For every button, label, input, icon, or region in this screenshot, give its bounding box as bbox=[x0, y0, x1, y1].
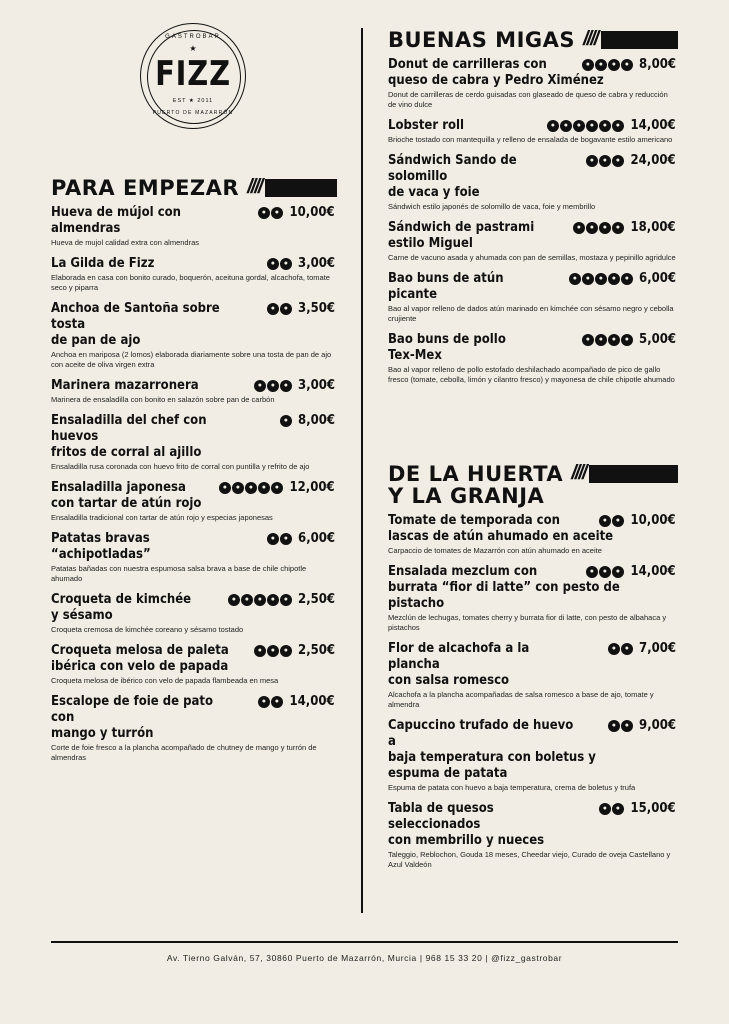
item-name-line2: burrata “fior di latte” con pesto de pistacho bbox=[388, 580, 620, 611]
allergen-icon: ● bbox=[560, 120, 572, 132]
fizz-logo: GASTROBAR ★ FIZZ EST ★ 2011 PUERTO DE MAZARRÓN bbox=[140, 23, 246, 129]
item-name: Donut de carrilleras con bbox=[388, 57, 547, 72]
item-price: 14,00€ bbox=[289, 694, 335, 709]
item-name: Tomate de temporada con bbox=[388, 513, 560, 528]
allergen-icon: ● bbox=[608, 643, 620, 655]
item-list bbox=[388, 513, 678, 870]
item-description: Carne de vacuno asada y ahumada con pan de semillas, mostaza y pepinillo agridulce bbox=[388, 253, 676, 262]
item-name-line2: con membrillo y nueces bbox=[388, 833, 545, 848]
item-name-line2: con salsa romesco bbox=[388, 673, 510, 688]
item-price: 8,00€ bbox=[638, 57, 676, 72]
item-price: 5,00€ bbox=[638, 332, 676, 347]
allergen-icon: ● bbox=[612, 803, 624, 815]
menu-item bbox=[51, 643, 337, 686]
item-list bbox=[51, 205, 337, 763]
allergen-icon: ● bbox=[267, 594, 279, 606]
allergen-icon: ● bbox=[582, 273, 594, 285]
menu-item bbox=[51, 301, 337, 370]
item-price: 14,00€ bbox=[630, 118, 676, 133]
item-name-line2: y sésamo bbox=[51, 608, 113, 623]
allergen-icon: ● bbox=[608, 720, 620, 732]
allergen-icon: ● bbox=[621, 273, 633, 285]
allergen-icon: ● bbox=[599, 803, 611, 815]
item-price: 10,00€ bbox=[289, 205, 335, 220]
menu-item bbox=[388, 118, 678, 145]
allergen-icon: ● bbox=[267, 258, 279, 270]
allergen-icon: ● bbox=[258, 696, 270, 708]
item-name: Marinera mazarronera bbox=[51, 378, 199, 393]
item-price: 3,00€ bbox=[297, 256, 335, 271]
allergen-icon: ● bbox=[569, 273, 581, 285]
item-price: 12,00€ bbox=[289, 480, 335, 495]
menu-item bbox=[388, 153, 678, 212]
item-name-line2: con tartar de atún rojo bbox=[51, 496, 202, 511]
allergen-icon: ● bbox=[254, 645, 266, 657]
item-price: 6,00€ bbox=[638, 271, 676, 286]
allergen-icons bbox=[257, 696, 283, 708]
menu-item bbox=[388, 271, 678, 324]
allergen-icon: ● bbox=[271, 207, 283, 219]
allergen-icon: ● bbox=[280, 380, 292, 392]
allergen-icon: ● bbox=[595, 273, 607, 285]
allergen-icon: ● bbox=[267, 303, 279, 315]
item-price: 3,50€ bbox=[297, 301, 335, 316]
item-name: Tabla de quesos seleccionados bbox=[388, 801, 494, 832]
item-description: Ensaladilla tradicional con tartar de atún rojo y especias japonesas bbox=[51, 513, 273, 522]
allergen-icon: ● bbox=[280, 415, 292, 427]
title-bar bbox=[589, 465, 678, 483]
allergen-icons bbox=[607, 720, 633, 732]
item-description: Patatas bañadas con nuestra espumosa salsa brava a base de chile chipotle ahumado bbox=[51, 564, 307, 583]
menu-item bbox=[51, 378, 337, 405]
section-title: DE LA HUERTA bbox=[388, 461, 564, 486]
allergen-icon: ● bbox=[599, 566, 611, 578]
allergen-icon: ● bbox=[599, 120, 611, 132]
allergen-icon: ● bbox=[612, 155, 624, 167]
allergen-icons bbox=[598, 515, 624, 527]
menu-item bbox=[388, 220, 678, 263]
item-description: Bao al vapor relleno de dados atún marinado en kimchée con sésamo negro y cebolla crujiente bbox=[388, 304, 674, 323]
allergen-icon: ● bbox=[582, 59, 594, 71]
allergen-icon: ● bbox=[267, 645, 279, 657]
footer-divider bbox=[51, 941, 678, 943]
menu-item bbox=[51, 413, 337, 472]
item-price: 8,00€ bbox=[297, 413, 335, 428]
allergen-icon: ● bbox=[586, 222, 598, 234]
item-description: Sándwich estilo japonés de solomillo de vaca, foie y membrillo bbox=[388, 202, 596, 211]
item-price: 18,00€ bbox=[630, 220, 676, 235]
stripes-decoration: //// bbox=[571, 462, 586, 484]
allergen-icons bbox=[581, 59, 633, 71]
allergen-icon: ● bbox=[612, 222, 624, 234]
allergen-icons bbox=[266, 533, 292, 545]
item-description: Alcachofa a la plancha acompañadas de salsa romesco a base de ajo, tomate y almendra bbox=[388, 690, 654, 709]
item-price: 10,00€ bbox=[630, 513, 676, 528]
allergen-icon: ● bbox=[621, 334, 633, 346]
section-title: PARA EMPEZAR bbox=[51, 175, 240, 200]
allergen-icon: ● bbox=[219, 482, 231, 494]
section-buenas-migas bbox=[388, 28, 678, 393]
menu-item bbox=[388, 57, 678, 110]
allergen-icons bbox=[227, 594, 292, 606]
item-description: Espuma de patata con huevo a baja temperatura, crema de boletus y trufa bbox=[388, 783, 636, 792]
item-price: 24,00€ bbox=[630, 153, 676, 168]
allergen-icon: ● bbox=[599, 222, 611, 234]
allergen-icon: ● bbox=[608, 334, 620, 346]
item-name: Capuccino trufado de huevo a bbox=[388, 718, 574, 749]
item-name: Croqueta de kimchée bbox=[51, 592, 192, 607]
allergen-icons bbox=[253, 380, 292, 392]
allergen-icon: ● bbox=[586, 155, 598, 167]
section-para-empezar bbox=[51, 176, 337, 771]
item-name-line2: mango y turrón bbox=[51, 726, 154, 741]
item-description: Elaborada en casa con bonito curado, boquerón, aceituna gordal, alcachofa, tomate seco y piparra bbox=[51, 273, 330, 292]
item-price: 2,50€ bbox=[297, 643, 335, 658]
item-name-line2: queso de cabra y Pedro Ximénez bbox=[388, 73, 604, 88]
menu-item bbox=[51, 256, 337, 293]
item-description: Croqueta melosa de ibérico con velo de papada flambeada en mesa bbox=[51, 676, 279, 685]
allergen-icons bbox=[585, 566, 624, 578]
item-name: Ensalada mezclum con bbox=[388, 564, 538, 579]
item-name: Anchoa de Santoña sobre tosta bbox=[51, 301, 220, 332]
allergen-icon: ● bbox=[547, 120, 559, 132]
section-title-line2: Y LA GRANJA bbox=[388, 484, 545, 508]
allergen-icon: ● bbox=[267, 380, 279, 392]
item-description: Marinera de ensaladilla con bonito en salazón sobre pan de carbón bbox=[51, 395, 275, 404]
allergen-icon: ● bbox=[280, 258, 292, 270]
allergen-icon: ● bbox=[280, 645, 292, 657]
item-name: Ensaladilla japonesa bbox=[51, 480, 186, 495]
allergen-icon: ● bbox=[254, 594, 266, 606]
item-name: Escalope de foie de pato con bbox=[51, 694, 214, 725]
allergen-icons bbox=[546, 120, 624, 132]
menu-item bbox=[51, 205, 337, 248]
menu-item bbox=[388, 718, 678, 793]
item-name: Sándwich de pastrami bbox=[388, 220, 535, 235]
menu-item bbox=[51, 592, 337, 635]
allergen-icon: ● bbox=[254, 380, 266, 392]
item-name: Flor de alcachofa a la plancha bbox=[388, 641, 530, 672]
item-name-line2: de vaca y foie bbox=[388, 185, 480, 200]
item-description: Bao al vapor relleno de pollo estofado deshilachado acompañado de pico de gallo fresco (tomate, cebolla, limón y cilantro fresco) y mayonesa de chile chipotle ahumado bbox=[388, 365, 675, 384]
allergen-icon: ● bbox=[228, 594, 240, 606]
allergen-icons bbox=[253, 645, 292, 657]
allergen-icons bbox=[218, 482, 283, 494]
allergen-icon: ● bbox=[608, 59, 620, 71]
allergen-icons bbox=[598, 803, 624, 815]
item-name-line2: fritos de corral al ajillo bbox=[51, 445, 202, 460]
section-title: BUENAS MIGAS bbox=[388, 27, 575, 52]
item-description: Taleggio, Reblochon, Gouda 18 meses, Cheedar viejo, Curado de oveja Castellano y Azul Valdeón bbox=[388, 850, 671, 869]
item-name-line2: picante bbox=[388, 287, 438, 302]
menu-item bbox=[388, 513, 678, 556]
allergen-icon: ● bbox=[586, 120, 598, 132]
footer-address: Av. Tierno Galván, 57, 30860 Puerto de Mazarrón, Murcia | 968 15 33 20 | @fizz_gastrobar bbox=[166, 953, 563, 963]
menu-item bbox=[51, 480, 337, 523]
allergen-icon: ● bbox=[595, 334, 607, 346]
item-description: Ensaladilla rusa coronada con huevo frito de corral con puntilla y refrito de ajo bbox=[51, 462, 310, 471]
allergen-icon: ● bbox=[621, 720, 633, 732]
item-name-line2: de pan de ajo bbox=[51, 333, 141, 348]
allergen-icon: ● bbox=[621, 643, 633, 655]
item-name-line2: ibérica con velo de papada bbox=[51, 659, 229, 674]
item-description: Brioche tostado con mantequilla y relleno de ensalada de bogavante estilo americano bbox=[388, 135, 673, 144]
allergen-icon: ● bbox=[612, 120, 624, 132]
stripes-decoration: //// bbox=[583, 28, 598, 50]
allergen-icon: ● bbox=[271, 482, 283, 494]
menu-item bbox=[51, 531, 337, 584]
item-name: Bao buns de pollo bbox=[388, 332, 506, 347]
allergen-icon: ● bbox=[573, 222, 585, 234]
item-name-line2: estilo Miguel bbox=[388, 236, 473, 251]
item-description: Corte de foie fresco a la plancha acompañado de chutney de mango y turrón de almendras bbox=[51, 743, 317, 762]
item-name: Sándwich Sando de solomillo bbox=[388, 153, 517, 184]
allergen-icon: ● bbox=[612, 566, 624, 578]
title-bar bbox=[265, 179, 337, 197]
item-name: Ensaladilla del chef con huevos bbox=[51, 413, 207, 444]
menu-item bbox=[388, 564, 678, 633]
item-price: 9,00€ bbox=[638, 718, 676, 733]
stripes-decoration: //// bbox=[247, 176, 262, 198]
item-name: La Gilda de Fizz bbox=[51, 256, 155, 271]
item-description: Anchoa en mariposa (2 lomos) elaborada diariamente sobre una tosta de pan de ajo con aceite de oliva virgen extra bbox=[51, 350, 332, 369]
item-description: Mezclún de lechugas, tomates cherry y burrata fior di latte, con pesto de albahaca y pistachos bbox=[388, 613, 667, 632]
allergen-icon: ● bbox=[267, 533, 279, 545]
item-name-line2: Tex-Mex bbox=[388, 348, 442, 363]
item-name: Patatas bravas “achipotladas” bbox=[51, 531, 151, 562]
allergen-icons bbox=[607, 643, 633, 655]
allergen-icon: ● bbox=[608, 273, 620, 285]
section-huerta-granja bbox=[388, 462, 678, 878]
allergen-icon: ● bbox=[232, 482, 244, 494]
allergen-icon: ● bbox=[621, 59, 633, 71]
allergen-icon: ● bbox=[258, 207, 270, 219]
menu-item bbox=[51, 694, 337, 763]
item-price: 6,00€ bbox=[297, 531, 335, 546]
allergen-icon: ● bbox=[573, 120, 585, 132]
allergen-icon: ● bbox=[595, 59, 607, 71]
allergen-icons bbox=[568, 273, 633, 285]
allergen-icon: ● bbox=[245, 482, 257, 494]
allergen-icon: ● bbox=[280, 303, 292, 315]
item-name: Lobster roll bbox=[388, 118, 465, 133]
allergen-icons bbox=[279, 415, 292, 427]
item-description: Carpaccio de tomates de Mazarrón con atún ahumado en aceite bbox=[388, 546, 602, 555]
item-description: Croqueta cremosa de kimchée coreano y sésamo tostado bbox=[51, 625, 244, 634]
allergen-icon: ● bbox=[241, 594, 253, 606]
allergen-icon: ● bbox=[599, 155, 611, 167]
item-name-line2: baja temperatura con boletus y espuma de patata bbox=[388, 750, 596, 781]
allergen-icons bbox=[572, 222, 624, 234]
allergen-icon: ● bbox=[612, 515, 624, 527]
allergen-icon: ● bbox=[280, 594, 292, 606]
menu-item bbox=[388, 801, 678, 870]
item-price: 2,50€ bbox=[297, 592, 335, 607]
item-name: Bao buns de atún bbox=[388, 271, 504, 286]
allergen-icon: ● bbox=[599, 515, 611, 527]
allergen-icons bbox=[266, 303, 292, 315]
item-description: Donut de carrilleras de cerdo guisadas con glaseado de queso de cabra y reducción de vino dulce bbox=[388, 90, 668, 109]
menu-item bbox=[388, 332, 678, 385]
item-name: Croqueta melosa de paleta bbox=[51, 643, 229, 658]
allergen-icon: ● bbox=[280, 533, 292, 545]
item-name-line2: lascas de atún ahumado en aceite bbox=[388, 529, 614, 544]
allergen-icon: ● bbox=[271, 696, 283, 708]
item-price: 3,00€ bbox=[297, 378, 335, 393]
allergen-icons bbox=[266, 258, 292, 270]
item-list bbox=[388, 57, 678, 385]
item-description: Hueva de mujol calidad extra con almendras bbox=[51, 238, 199, 247]
allergen-icons bbox=[581, 334, 633, 346]
item-price: 15,00€ bbox=[630, 801, 676, 816]
allergen-icon: ● bbox=[586, 566, 598, 578]
allergen-icons bbox=[257, 207, 283, 219]
item-price: 14,00€ bbox=[630, 564, 676, 579]
item-name: Hueva de mújol con almendras bbox=[51, 205, 181, 236]
allergen-icon: ● bbox=[582, 334, 594, 346]
menu-item bbox=[388, 641, 678, 710]
allergen-icons bbox=[585, 155, 624, 167]
allergen-icon: ● bbox=[258, 482, 270, 494]
title-bar bbox=[601, 31, 678, 49]
item-price: 7,00€ bbox=[638, 641, 676, 656]
column-divider bbox=[361, 28, 363, 913]
